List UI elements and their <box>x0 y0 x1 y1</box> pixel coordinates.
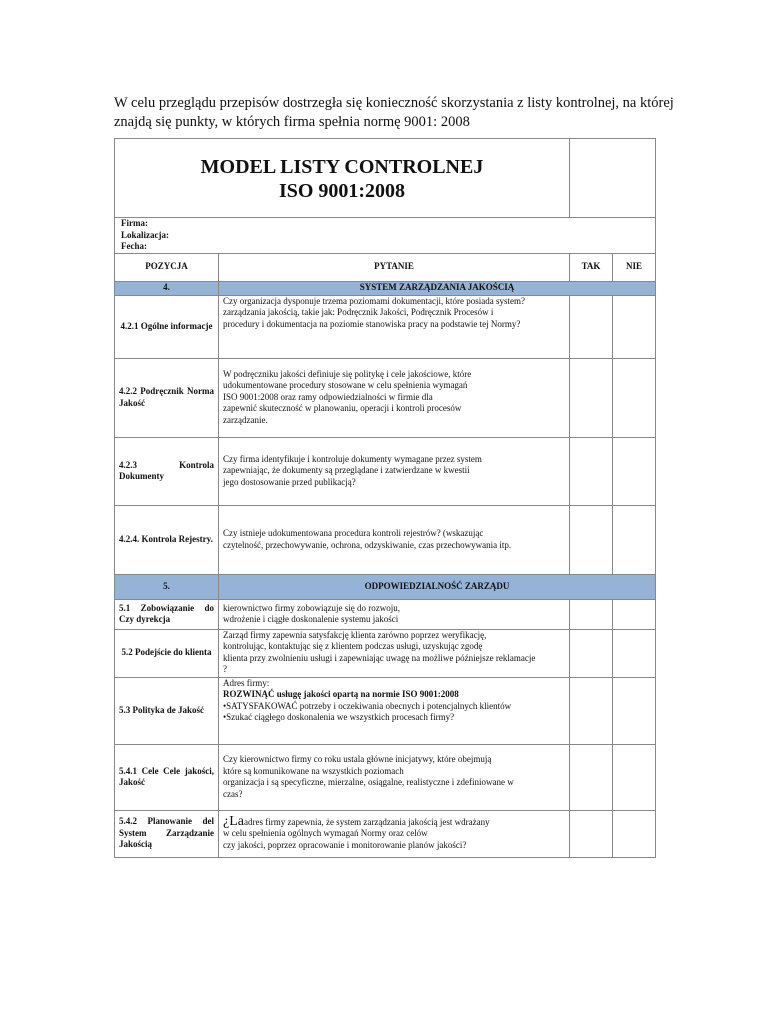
question-cell <box>219 629 570 677</box>
section-number: 5. <box>115 574 219 599</box>
lokalizacja-label: Lokalizacja: <box>121 229 169 240</box>
question-line: Czy istnieje udokumentowana procedura kontroli rejestrów? (wskazując <box>223 528 484 538</box>
position-cell: 5.1 Zobowiązanie do Czy dyrekcja <box>115 599 219 629</box>
table-row <box>115 295 656 358</box>
question-line: •SATYSFAKOWAĆ potrzeby i oczekiwania obecnych i potencjalnych klientów <box>223 700 512 711</box>
tak-checkbox-cell[interactable] <box>570 599 613 629</box>
fecha-label: Fecha: <box>121 241 147 251</box>
question-line: zarządzanie. <box>223 414 268 425</box>
info-cell <box>115 218 656 254</box>
table-row <box>115 629 656 677</box>
question-line: jego dostosowanie przed publikacją? <box>223 476 356 487</box>
question-line: ? <box>223 664 227 674</box>
question-line: Zarząd firmy zapewnia satysfakcję klienta zarówno poprzez weryfikację, <box>223 629 487 640</box>
question-line: Czy kierownictwo firmy co roku ustala główne inicjatywy, które obejmują <box>223 754 492 764</box>
question-line: ISO 9001:2008 oraz ramy odpowiedzialności w firmie dla <box>223 391 433 402</box>
section-title: SYSTEM ZARZĄDZANIA JAKOŚCIĄ <box>219 281 656 295</box>
nie-checkbox-cell[interactable] <box>613 295 656 358</box>
question-line: kierownictwo firmy zobowiązuje się do rozwoju, <box>223 602 400 613</box>
position-cell: 4.2.3 Kontrola Dokumenty <box>115 437 219 505</box>
section-row <box>115 281 656 295</box>
question-line: klienta przy zwolnieniu usługi i zapewniając uwagę na możliwe późniejsze reklamacje <box>223 652 536 663</box>
table-row <box>115 599 656 629</box>
question-line: udokumentowane procedury stosowane w celu spełnienia wymagań <box>223 380 468 391</box>
table-row <box>115 677 656 744</box>
table-row <box>115 810 656 857</box>
tak-checkbox-cell[interactable] <box>570 677 613 744</box>
question-cell <box>219 505 570 574</box>
question-line <box>223 813 565 829</box>
nie-checkbox-cell[interactable] <box>613 810 656 857</box>
title-line-2: ISO 9001:2008 <box>278 180 406 202</box>
question-line: •Szukać ciągłego doskonalenia we wszystkich procesach firmy? <box>223 712 455 722</box>
nie-checkbox-cell[interactable] <box>613 677 656 744</box>
tak-checkbox-cell[interactable] <box>570 437 613 505</box>
question-cell <box>219 295 570 358</box>
table-row <box>115 358 656 437</box>
section-row <box>115 574 656 599</box>
question-line: procedury i dokumentacja na poziomie stanowiska pracy na podstawie tej Normy? <box>223 318 521 329</box>
question-cell <box>219 437 570 505</box>
question-line: zapewnić skuteczność w planowaniu, operacji i kontroli procesów <box>223 403 462 414</box>
header-row <box>115 253 656 281</box>
question-line: które są komunikowane na wszystkich poziomach <box>223 765 404 776</box>
position-cell: 5.4.1 Cele Cele jakości, Jakość <box>115 744 219 810</box>
header-pytanie: PYTANIE <box>219 253 570 281</box>
nie-checkbox-cell[interactable] <box>613 744 656 810</box>
question-line: ROZWINĄĆ usługę jakości opartą na normie ISO 9001:2008 <box>223 689 459 699</box>
question-cell <box>219 358 570 437</box>
info-row <box>115 218 656 254</box>
question-cell <box>219 744 570 810</box>
tak-checkbox-cell[interactable] <box>570 810 613 857</box>
table-row <box>115 437 656 505</box>
position-cell: 4.2.2 Podręcznik Norma Jakość <box>115 358 219 437</box>
question-line: W podręczniku jakości definiuje się politykę i cele jakościowe, które <box>223 368 472 379</box>
tak-checkbox-cell[interactable] <box>570 505 613 574</box>
question-line: Czy organizacja dysponuje trzema poziomami dokumentacji, które posiada system? <box>223 295 525 306</box>
firma-label: Firma: <box>121 218 148 228</box>
question-line: w celu spełnienia ogólnych wymagań Normy oraz celów <box>223 828 428 839</box>
section-title: ODPOWIEDZIALNOŚĆ ZARZĄDU <box>219 574 656 599</box>
question-line: czas? <box>223 788 243 799</box>
header-nie: NIE <box>613 253 656 281</box>
question-fragment: adres firmy zapewnia, że system zarządzania jakością jest wdrażany <box>243 816 490 827</box>
question-cell <box>219 599 570 629</box>
section-number: 4. <box>115 281 219 295</box>
header-pozycja: POZYCJA <box>115 253 219 281</box>
table-row <box>115 744 656 810</box>
title-cell <box>115 139 570 218</box>
table-row <box>115 505 656 574</box>
question-line: czytelność, przechowywanie, ochrona, odzyskiwanie, czas przechowywania itp. <box>223 539 512 550</box>
question-fragment: ¿La <box>223 813 244 829</box>
position-cell: 5.4.2 Planowanie del System Zarządzanie Jakością <box>115 810 219 857</box>
question-line: Czy firma identyfikuje i kontroluje dokumenty wymagane przez system <box>223 453 482 464</box>
logo-cell <box>570 139 656 218</box>
question-line: kontrolując, kontaktując się z klientem podczas usługi, uzyskując zgodę <box>223 641 483 651</box>
nie-checkbox-cell[interactable] <box>613 599 656 629</box>
title-line-1: MODEL LISTY CONTROLNEJ <box>200 156 484 178</box>
document-title <box>115 153 569 203</box>
nie-checkbox-cell[interactable] <box>613 437 656 505</box>
tak-checkbox-cell[interactable] <box>570 295 613 358</box>
nie-checkbox-cell[interactable] <box>613 358 656 437</box>
nie-checkbox-cell[interactable] <box>613 505 656 574</box>
tak-checkbox-cell[interactable] <box>570 629 613 677</box>
position-cell: 5.2 Podejście do klienta <box>115 629 219 677</box>
question-line: organizacja i są specyficzne, mierzalne, osiągalne, realistyczne i zdefiniowane w <box>223 777 514 787</box>
question-line: zarządzania jakością, takie jak: Podręcznik Jakości, Podręcznik Procesów i <box>223 307 494 317</box>
question-line: zapewniając, że dokumenty są przeglądane i zatwierdzane w kwestii <box>223 465 470 476</box>
tak-checkbox-cell[interactable] <box>570 358 613 437</box>
header-tak: TAK <box>570 253 613 281</box>
title-row <box>115 139 656 218</box>
question-cell <box>219 810 570 857</box>
checklist-table <box>114 138 656 858</box>
question-line: wdrożenie i ciągłe doskonalenie systemu jakości <box>223 614 399 624</box>
position-cell: 4.2.4. Kontrola Rejestry. <box>115 505 219 574</box>
question-line: Adres firmy: <box>223 677 270 688</box>
question-cell <box>219 677 570 744</box>
nie-checkbox-cell[interactable] <box>613 629 656 677</box>
question-line: czy jakości, poprzez opracowanie i monitorowanie planów jakości? <box>223 839 467 850</box>
position-cell: 4.2.1 Ogólne informacje <box>115 295 219 358</box>
intro-paragraph: W celu przeglądu przepisów dostrzegła się konieczność skorzystania z listy kontrolnej, na której znajdą się punkty, w których firma spełnia normę 9001: 2008 <box>114 95 674 130</box>
position-cell: 5.3 Polityka de Jakość <box>115 677 219 744</box>
tak-checkbox-cell[interactable] <box>570 744 613 810</box>
